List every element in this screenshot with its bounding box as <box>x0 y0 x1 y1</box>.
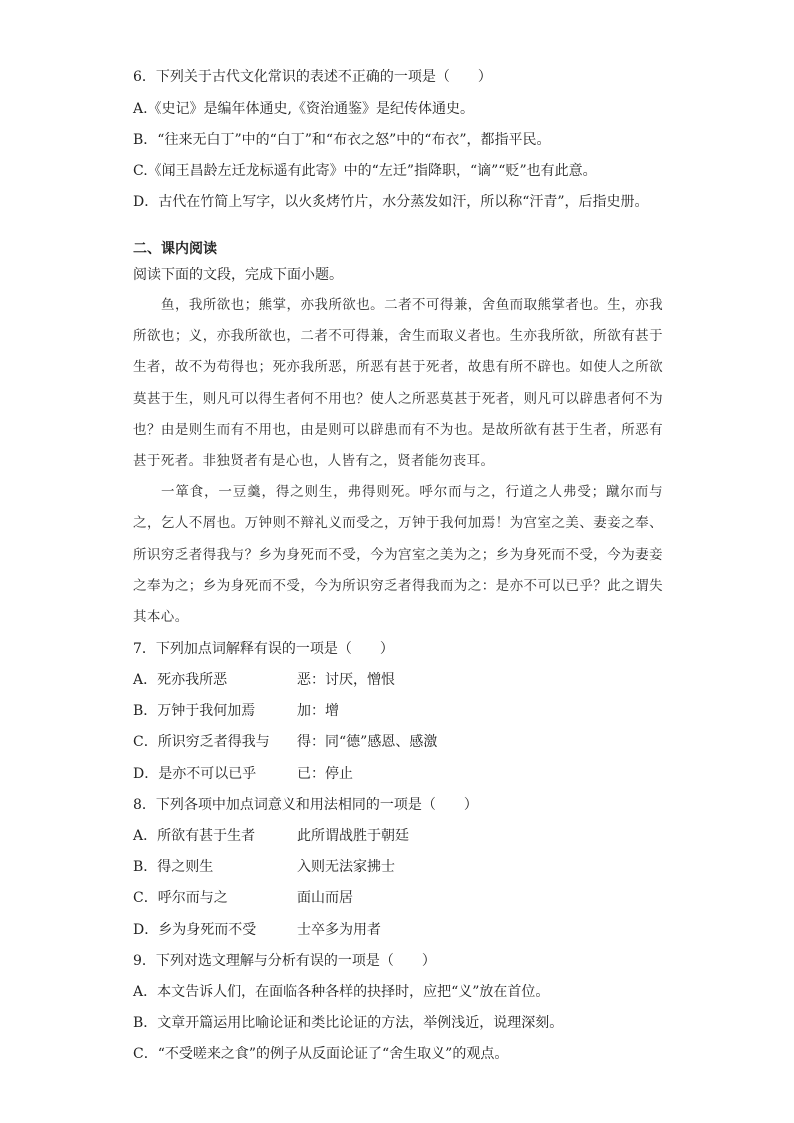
q6-option-c: C.《闻王昌龄左迁龙标遥有此寄》中的“左迁”指降职，“谪”“贬”也有此意。 <box>133 163 597 179</box>
passage-paragraph-2: 一箪食，一豆羹，得之则生，弗得则死。呼尔而与之，行道之人弗受；蹴尔而与之，乞人不屑也。万钟则不辩礼义而受之，万钟于我何加焉！为宫室之美、妻妾之奉、所识穷乏者得我与？乡为身死而不受，今为宫室之美为之；乡为身死而不受，今为妻妾之奉为之；乡为身死而不受，今为所识穷乏者得我而为之：是亦不可以已乎？此之谓失其本心。 <box>133 484 663 626</box>
section-instruction: 阅读下面的文段，完成下面小题。 <box>133 267 343 283</box>
q7-option-c-text: C．所识穷乏者得我与 <box>133 734 270 750</box>
q7-option-d <box>133 765 353 783</box>
q6-option-a: A.《史记》是编年体通史,《资治通鉴》是纪传体通史。 <box>133 101 475 117</box>
q8-option-d-text: D．乡为身死而不受 <box>133 922 257 938</box>
q9-option-a: A．本文告诉人们，在面临各种各样的抉择时，应把“义”放在首位。 <box>133 984 550 1000</box>
q8-stem: 8．下列各项中加点词意义和用法相同的一项是（ ） <box>133 797 478 813</box>
q7-option-c <box>133 733 437 751</box>
q8-option-d <box>133 921 381 939</box>
q7-option-c-gloss: 得：同“德”感恩、感激 <box>297 734 438 750</box>
q9-option-c: C．“不受嗟来之食”的例子从反面论证了“舍生取义”的观点。 <box>133 1046 509 1062</box>
q6-stem: 6．下列关于古代文化常识的表述不正确的一项是（ ） <box>133 69 492 85</box>
q8-option-c <box>133 889 353 907</box>
q7-option-a <box>133 671 395 689</box>
q8-option-c-text: C．呼尔而与之 <box>133 890 228 906</box>
q7-stem: 7．下列加点词解释有误的一项是（ ） <box>133 641 394 657</box>
q7-option-b-text: B．万钟于我何加焉 <box>133 703 256 719</box>
section-title: 二、课内阅读 <box>133 241 217 257</box>
q8-option-a-text: A．所欲有甚于生者 <box>133 828 256 844</box>
q9-stem: 9．下列对选文理解与分析有误的一项是（ ） <box>133 953 436 969</box>
q8-option-d-compare: 士卒多为用者 <box>297 922 381 938</box>
q6-option-b: B．“往来无白丁”中的“白丁”和“布衣之怒”中的“布衣”，都指平民。 <box>133 132 551 148</box>
q8-option-b-compare: 入则无法家拂士 <box>297 859 395 875</box>
q8-option-a-compare: 此所谓战胜于朝廷 <box>297 828 409 844</box>
reading-passage <box>133 290 663 633</box>
q7-option-b-gloss: 加：增 <box>297 703 339 719</box>
q7-option-d-gloss: 已：停止 <box>297 766 353 782</box>
q9-option-b: B．文章开篇运用比喻论证和类比论证的方法，举例浅近，说理深刻。 <box>133 1015 564 1031</box>
q7-option-a-text: A．死亦我所恶 <box>133 672 228 688</box>
q7-option-b <box>133 702 339 720</box>
q6-option-d: D．古代在竹简上写字，以火炙烤竹片，水分蒸发如汗，所以称“汗青”，后指史册。 <box>133 194 649 210</box>
passage-paragraph-1: 鱼，我所欲也；熊掌，亦我所欲也。二者不可得兼，舍鱼而取熊掌者也。生，亦我所欲也；义，亦我所欲也，二者不可得兼，舍生而取义者也。生亦我所欲，所欲有甚于生者，故不为苟得也；死亦我所恶，所恶有甚于死者，故患有所不辟也。如使人之所欲莫甚于生，则凡可以得生者何不用也？使人之所恶莫甚于死者，则凡可以辟患者何不为也？由是则生而有不用也，由是则可以辟患而有不为也。是故所欲有甚于生者，所恶有甚于死者。非独贤者有是心也，人皆有之，贤者能勿丧耳。 <box>133 297 663 470</box>
q8-option-b <box>133 858 395 876</box>
q7-option-d-text: D．是亦不可以已乎 <box>133 766 257 782</box>
q8-option-a <box>133 827 409 845</box>
q8-option-c-compare: 面山而居 <box>297 890 353 906</box>
q7-option-a-gloss: 恶：讨厌，憎恨 <box>297 672 395 688</box>
q8-option-b-text: B．得之则生 <box>133 859 214 875</box>
